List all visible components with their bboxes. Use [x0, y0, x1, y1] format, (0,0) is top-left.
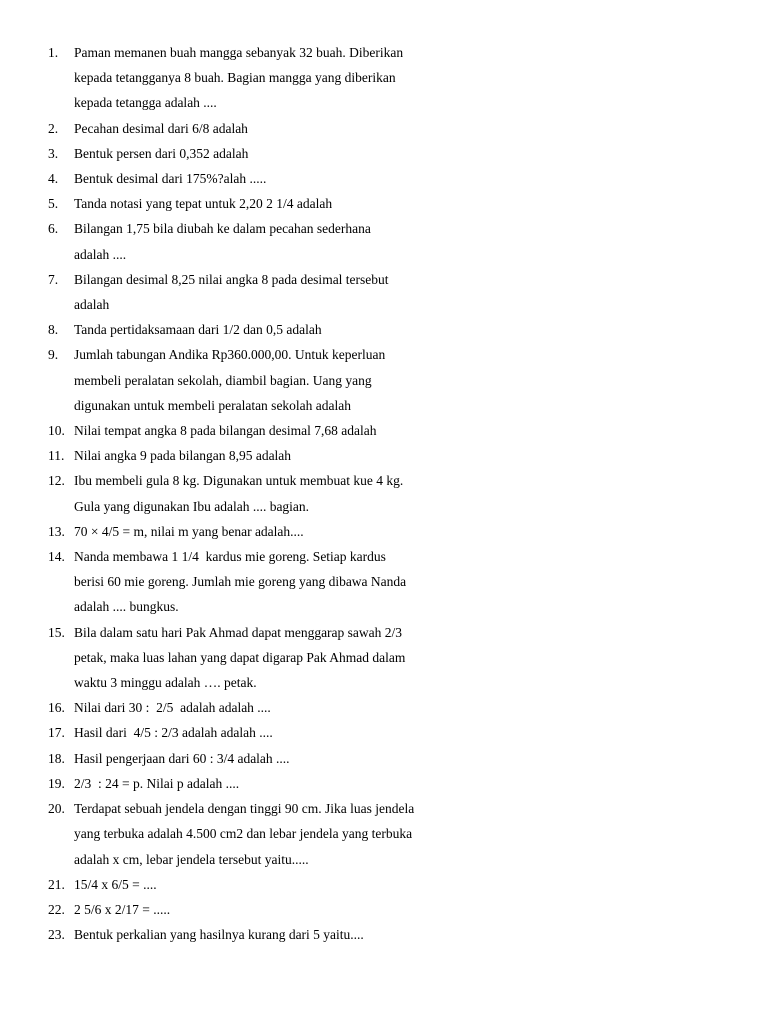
- question-text: [74, 116, 478, 141]
- question-item: [48, 544, 478, 620]
- question-number: 16.: [48, 700, 65, 716]
- question-text-line: Nanda membawa 1 1/4 kardus mie goreng. Setiap kardus: [74, 549, 386, 565]
- question-text-line: Paman memanen buah mangga sebanyak 32 buah. Diberikan: [74, 45, 404, 60]
- question-number: 23.: [48, 927, 65, 943]
- question-item: [48, 40, 478, 116]
- question-text: [74, 720, 478, 745]
- question-text-line: waktu 3 minggu adalah …. petak.: [74, 675, 257, 691]
- question-text-line: Bentuk desimal dari 175%?alah .....: [74, 171, 267, 187]
- question-text-line: berisi 60 mie goreng. Jumlah mie goreng yang dibawa Nanda: [74, 574, 407, 590]
- question-text-line: petak, maka luas lahan yang dapat digarap Pak Ahmad dalam: [74, 649, 406, 665]
- question-text: [74, 141, 478, 166]
- question-text-line: Nilai tempat angka 8 pada bilangan desimal 7,68 adalah: [74, 423, 377, 439]
- question-item: [48, 519, 478, 544]
- question-text-line: digunakan untuk membeli peralatan sekolah adalah: [74, 397, 352, 413]
- question-text-line: Gula yang digunakan Ibu adalah .... bagian.: [74, 498, 310, 514]
- question-text: [74, 317, 478, 342]
- question-text-line: Jumlah tabungan Andika Rp360.000,00. Untuk keperluan: [74, 347, 386, 363]
- question-number: 14.: [48, 549, 65, 565]
- question-number: 18.: [48, 750, 65, 766]
- question-number: 2.: [48, 120, 59, 136]
- question-number: 6.: [48, 221, 59, 237]
- question-text-line: Nilai dari 30 : 2/5 adalah adalah ....: [74, 700, 271, 716]
- question-item: [48, 443, 478, 468]
- question-text-line: Hasil dari 4/5 : 2/3 adalah adalah ....: [74, 725, 273, 741]
- question-text-line: Ibu membeli gula 8 kg. Digunakan untuk membuat kue 4 kg.: [74, 473, 404, 489]
- question-item: [48, 166, 478, 191]
- question-text-line: 2/3 : 24 = p. Nilai p adalah ....: [74, 775, 240, 791]
- question-text-line: Bilangan 1,75 bila diubah ke dalam pecahan sederhana: [74, 221, 371, 237]
- question-text: [74, 216, 478, 266]
- question-text-line: Tanda pertidaksamaan dari 1/2 dan 0,5 adalah: [74, 322, 322, 338]
- question-item: [48, 342, 478, 418]
- question-text: [74, 872, 478, 897]
- question-list: [48, 40, 478, 947]
- question-number: 13.: [48, 523, 65, 539]
- question-text-line: adalah .... bungkus.: [74, 599, 179, 615]
- question-text: [74, 418, 478, 443]
- question-text-line: adalah x cm, lebar jendela tersebut yaitu.....: [74, 851, 309, 867]
- question-item: [48, 141, 478, 166]
- question-number: 4.: [48, 171, 59, 187]
- question-text: [74, 519, 478, 544]
- question-number: 10.: [48, 423, 65, 439]
- question-text-line: membeli peralatan sekolah, diambil bagian. Uang yang: [74, 372, 372, 388]
- question-text-line: Bentuk perkalian yang hasilnya kurang dari 5 yaitu....: [74, 927, 364, 943]
- question-number: 12.: [48, 473, 65, 489]
- question-text-line: Tanda notasi yang tepat untuk 2,20 2 1/4 adalah: [74, 196, 333, 212]
- question-text-line: Terdapat sebuah jendela dengan tinggi 90 cm. Jika luas jendela: [74, 801, 415, 817]
- question-text-line: 2 5/6 x 2/17 = .....: [74, 901, 171, 917]
- question-text-line: yang terbuka adalah 4.500 cm2 dan lebar jendela yang terbuka: [74, 826, 413, 842]
- question-text-line: Bilangan desimal 8,25 nilai angka 8 pada desimal tersebut: [74, 271, 389, 287]
- question-number: 3.: [48, 145, 59, 161]
- question-text: [74, 897, 478, 922]
- question-number: 5.: [48, 196, 59, 212]
- question-item: [48, 771, 478, 796]
- question-item: [48, 695, 478, 720]
- question-text-line: Pecahan desimal dari 6/8 adalah: [74, 120, 248, 136]
- question-text-line: adalah ....: [74, 246, 127, 262]
- question-number: 11.: [48, 448, 65, 464]
- question-text-line: 15/4 x 6/5 = ....: [74, 876, 157, 892]
- question-number: 21.: [48, 876, 65, 892]
- question-text: [74, 443, 478, 468]
- question-item: [48, 267, 478, 317]
- question-text: [74, 191, 478, 216]
- question-text: [74, 342, 478, 418]
- question-text-line: Hasil pengerjaan dari 60 : 3/4 adalah ....: [74, 750, 290, 766]
- question-text: [74, 468, 478, 518]
- question-item: [48, 191, 478, 216]
- question-number: 8.: [48, 322, 59, 338]
- question-item: [48, 620, 478, 696]
- question-item: [48, 468, 478, 518]
- question-text: [74, 544, 478, 620]
- question-number: 7.: [48, 271, 59, 287]
- question-text-line: 70 × 4/5 = m, nilai m yang benar adalah....: [74, 523, 304, 539]
- question-text: [74, 620, 478, 696]
- question-item: [48, 216, 478, 266]
- question-number: 15.: [48, 624, 65, 640]
- question-item: [48, 418, 478, 443]
- question-text-line: Bentuk persen dari 0,352 adalah: [74, 145, 249, 161]
- question-text: [74, 771, 478, 796]
- question-text: [74, 746, 478, 771]
- question-text-line: adalah: [74, 297, 110, 313]
- question-item: [48, 317, 478, 342]
- question-item: [48, 872, 478, 897]
- question-number: 9.: [48, 347, 59, 363]
- question-item: [48, 746, 478, 771]
- question-item: [48, 720, 478, 745]
- question-number: 1.: [48, 45, 59, 60]
- question-text-line: kepada tetangganya 8 buah. Bagian mangga yang diberikan: [74, 70, 396, 86]
- question-text: [74, 796, 478, 872]
- question-text-line: Bila dalam satu hari Pak Ahmad dapat menggarap sawah 2/3: [74, 624, 403, 640]
- question-text: [74, 267, 478, 317]
- question-number: 19.: [48, 775, 65, 791]
- question-item: [48, 897, 478, 922]
- question-number: 22.: [48, 901, 65, 917]
- question-text: [74, 40, 478, 116]
- question-text: [74, 922, 478, 947]
- question-text-line: Nilai angka 9 pada bilangan 8,95 adalah: [74, 448, 292, 464]
- question-text: [74, 695, 478, 720]
- question-item: [48, 922, 478, 947]
- question-item: [48, 116, 478, 141]
- question-text-line: kepada tetangga adalah ....: [74, 95, 217, 111]
- question-text: [74, 166, 478, 191]
- question-number: 17.: [48, 725, 65, 741]
- question-number: 20.: [48, 801, 65, 817]
- question-item: [48, 796, 478, 872]
